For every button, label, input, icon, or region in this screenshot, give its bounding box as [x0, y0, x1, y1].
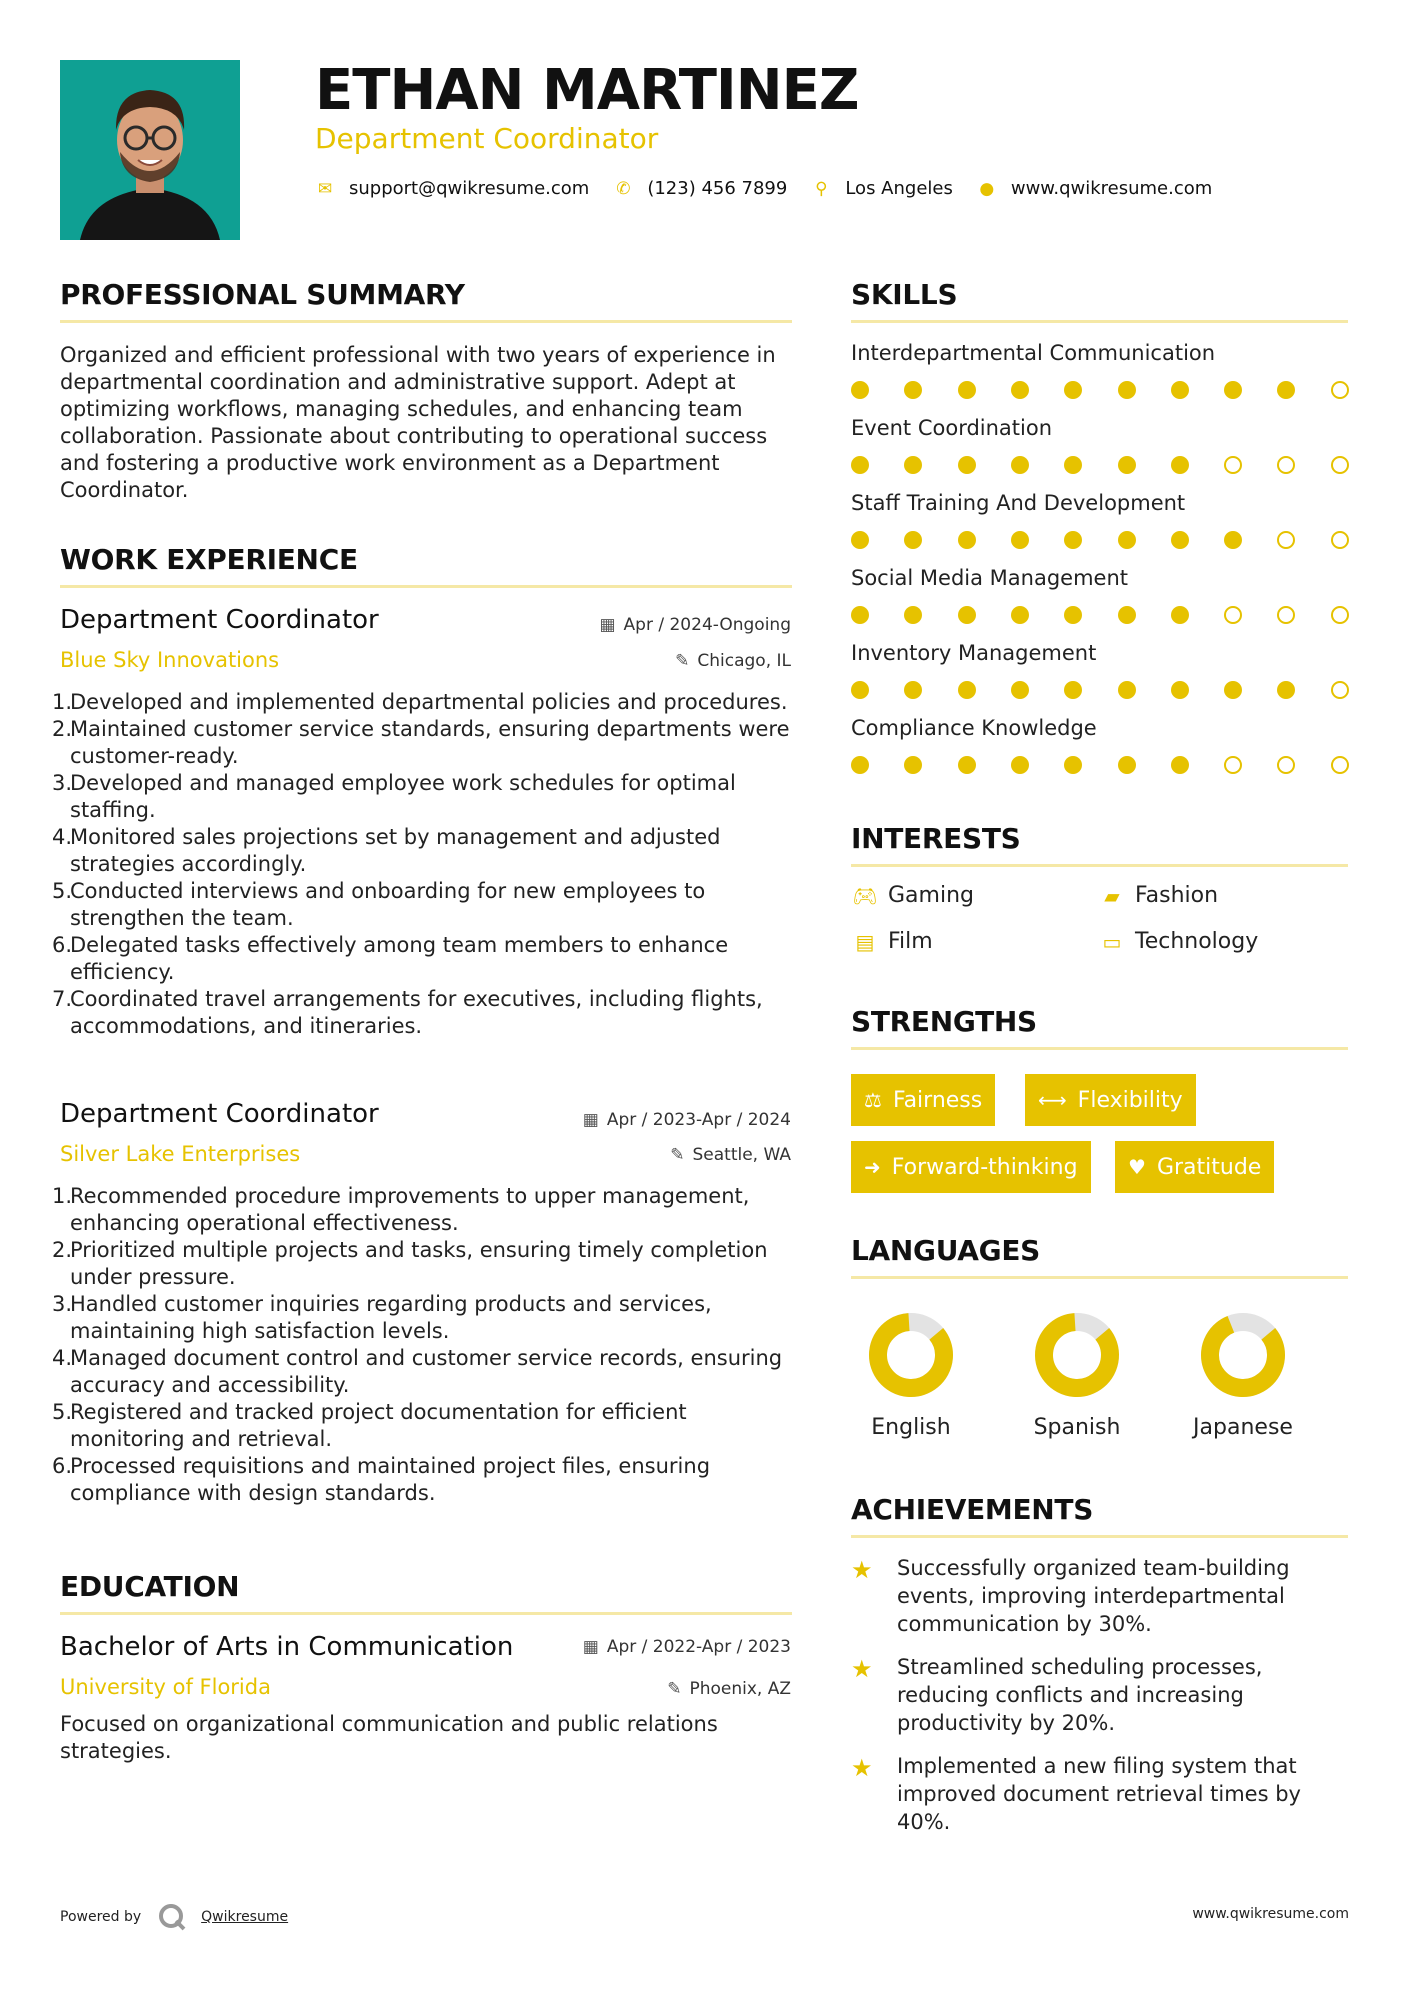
rating-dot-empty — [1224, 456, 1242, 474]
rating-dot-filled — [1011, 681, 1029, 699]
skill-name: Social Media Management — [851, 566, 1129, 590]
interest-item — [851, 883, 974, 908]
footer-powered-by — [60, 1902, 288, 1932]
arrows-horizontal-icon: ⟷ — [1038, 1088, 1067, 1112]
pin-icon: ✎ — [670, 1145, 685, 1165]
rating-dot-filled — [1011, 756, 1029, 774]
rating-dot-empty — [1331, 531, 1349, 549]
skills-heading: SKILLS — [851, 278, 958, 311]
language-proficiency-ring — [860, 1304, 962, 1406]
rating-dot-filled — [1011, 531, 1029, 549]
rating-dot-filled — [1171, 681, 1189, 699]
rating-dot-filled — [904, 606, 922, 624]
interests-heading: INTERESTS — [851, 822, 1021, 855]
duty-text: Developed and managed employee work schedules for optimal staffing. — [70, 771, 736, 822]
rating-dot-filled — [851, 456, 869, 474]
job-date — [599, 615, 791, 635]
interest-item — [851, 929, 933, 954]
interest-label: Fashion — [1135, 883, 1219, 908]
rating-dot-filled — [1064, 456, 1082, 474]
skill-name: Event Coordination — [851, 416, 1053, 440]
rating-dot-filled — [1011, 381, 1029, 399]
rating-dot-empty — [1331, 456, 1349, 474]
skill-rating — [851, 605, 1351, 625]
language-proficiency-ring — [1026, 1304, 1128, 1406]
envelope-icon: ✉ — [317, 178, 333, 199]
star-icon: ★ — [851, 1655, 873, 1683]
job-duties-list — [52, 1183, 792, 1507]
person-avatar-icon — [60, 60, 240, 240]
contact-bar — [315, 178, 1236, 199]
rating-dot-filled — [958, 681, 976, 699]
star-icon: ★ — [851, 1556, 873, 1584]
strengths-divider — [851, 1047, 1348, 1050]
strength-tag — [1115, 1141, 1274, 1193]
candidate-name: ETHAN MARTINEZ — [315, 58, 859, 123]
rating-dot-filled — [904, 531, 922, 549]
calendar-icon: ▦ — [582, 1637, 599, 1657]
duty-item: 6. Delegated tasks effectively among team members to enhance efficiency. — [52, 932, 792, 986]
laptop-icon: ▭ — [1102, 929, 1122, 954]
achievements-heading: ACHIEVEMENTS — [851, 1493, 1094, 1526]
rating-dot-filled — [1118, 681, 1136, 699]
job-location — [670, 1145, 791, 1165]
summary-heading: PROFESSIONAL SUMMARY — [60, 278, 465, 311]
rating-dot-filled — [1118, 531, 1136, 549]
skill-rating — [851, 380, 1351, 400]
skill-name: Compliance Knowledge — [851, 716, 1097, 740]
job-location — [675, 651, 791, 671]
film-icon: ▤ — [855, 929, 875, 954]
achievement-item: Successfully organized team-building events, improving interdepartmental communication by 30%. — [897, 1556, 1290, 1636]
degree-title: Bachelor of Arts in Communication — [60, 1632, 514, 1662]
calendar-icon: ▦ — [582, 1110, 599, 1130]
contact-website-text: www.qwikresume.com — [1010, 178, 1213, 199]
rating-dot-filled — [1171, 456, 1189, 474]
duty-item: 4. Monitored sales projections set by management and adjusted strategies accordingly. — [52, 824, 792, 878]
rating-dot-filled — [904, 456, 922, 474]
rating-dot-filled — [1277, 381, 1295, 399]
contact-location — [811, 178, 953, 199]
rating-dot-filled — [1064, 381, 1082, 399]
rating-dot-filled — [1064, 756, 1082, 774]
duty-item: 3. Handled customer inquiries regarding products and services, maintaining high satisfaction levels. — [52, 1291, 792, 1345]
arrow-right-icon: ➜ — [864, 1155, 881, 1179]
duty-text: Conducted interviews and onboarding for new employees to strengthen the team. — [70, 879, 706, 930]
duty-item: 1. Developed and implemented departmental policies and procedures. — [52, 690, 788, 714]
job-date-text: Apr / 2024-Ongoing — [623, 615, 791, 635]
rating-dot-filled — [958, 531, 976, 549]
rating-dot-empty — [1331, 381, 1349, 399]
duty-text: Registered and tracked project documentation for efficient monitoring and retrieval. — [70, 1400, 687, 1451]
skill-rating — [851, 455, 1351, 475]
rating-dot-filled — [851, 756, 869, 774]
experience-heading: WORK EXPERIENCE — [60, 543, 358, 576]
language-name: English — [871, 1415, 951, 1440]
duty-text: Managed document control and customer service records, ensuring accuracy and accessibility. — [70, 1346, 783, 1397]
profile-photo — [60, 60, 240, 240]
strength-label: Fairness — [892, 1087, 983, 1113]
education-divider — [60, 1612, 792, 1615]
strengths-heading: STRENGTHS — [851, 1005, 1037, 1038]
contact-location-text: Los Angeles — [845, 178, 953, 199]
rating-dot-empty — [1331, 756, 1349, 774]
rating-dot-filled — [904, 381, 922, 399]
heart-icon: ♥ — [1128, 1155, 1146, 1179]
pin-icon: ✎ — [667, 1679, 682, 1699]
rating-dot-empty — [1277, 456, 1295, 474]
contact-phone-text: (123) 456 7899 — [647, 178, 788, 199]
rating-dot-filled — [851, 606, 869, 624]
interests-divider — [851, 864, 1348, 867]
strength-tag — [851, 1074, 995, 1126]
skill-rating — [851, 755, 1351, 775]
brand-link[interactable]: Qwikresume — [201, 1909, 289, 1925]
rating-dot-filled — [958, 381, 976, 399]
rating-dot-filled — [958, 606, 976, 624]
job-location-text: Seattle, WA — [692, 1145, 791, 1165]
summary-text: Organized and efficient professional with two years of experience in departmental coordination and administrative support. Adept at optimizing workflows, managing schedules, and enhancing team collaboration. Passionate about contributing to operational success and fostering a productive work environment as a Department Coordinator. — [60, 343, 776, 502]
duty-text: Processed requisitions and maintained project files, ensuring compliance with design standards. — [70, 1454, 711, 1505]
education-description: Focused on organizational communication and public relations strategies. — [60, 1712, 718, 1763]
balance-scale-icon: ⚖ — [864, 1088, 882, 1112]
duty-text: Developed and implemented departmental policies and procedures. — [70, 690, 788, 714]
strength-label: Flexibility — [1077, 1087, 1183, 1113]
job-date-text: Apr / 2023-Apr / 2024 — [606, 1110, 791, 1130]
interest-label: Film — [888, 929, 933, 954]
job-title: Department Coordinator — [60, 1099, 379, 1129]
powered-by-text: Powered by — [60, 1909, 142, 1925]
duty-item: 6. Processed requisitions and maintained project files, ensuring compliance with design standards. — [52, 1453, 792, 1507]
language-proficiency-ring — [1192, 1304, 1294, 1406]
contact-email[interactable] — [315, 178, 589, 199]
achievements-divider — [851, 1535, 1348, 1538]
education-date — [583, 1637, 791, 1657]
rating-dot-empty — [1331, 606, 1349, 624]
rating-dot-filled — [904, 756, 922, 774]
languages-divider — [851, 1276, 1348, 1279]
gamepad-icon: 🎮︎ — [852, 883, 878, 908]
job-duties-list — [52, 689, 792, 1040]
duty-text: Prioritized multiple projects and tasks, ensuring timely completion under pressure. — [70, 1238, 768, 1289]
shopping-bag-icon: ▰ — [1104, 883, 1120, 908]
duty-text: Monitored sales projections set by management and adjusted strategies accordingly. — [70, 825, 721, 876]
strength-label: Forward-thinking — [891, 1154, 1078, 1180]
contact-email-text: support@qwikresume.com — [349, 178, 590, 199]
star-icon: ★ — [851, 1754, 873, 1782]
achievement-item: Implemented a new filing system that improved document retrieval times by 40%. — [897, 1754, 1301, 1834]
rating-dot-empty — [1277, 606, 1295, 624]
rating-dot-filled — [1224, 681, 1242, 699]
experience-divider — [60, 585, 792, 588]
strength-tag — [1025, 1074, 1196, 1126]
rating-dot-filled — [1064, 606, 1082, 624]
duty-item: 4. Managed document control and customer service records, ensuring accuracy and accessibility. — [52, 1345, 792, 1399]
rating-dot-filled — [851, 381, 869, 399]
rating-dot-empty — [1224, 606, 1242, 624]
interest-item — [1098, 883, 1218, 908]
interest-label: Technology — [1135, 929, 1259, 954]
rating-dot-filled — [904, 681, 922, 699]
job-location-text: Chicago, IL — [697, 651, 791, 671]
skill-name: Interdepartmental Communication — [851, 341, 1216, 365]
pin-icon: ✎ — [675, 651, 690, 671]
rating-dot-filled — [1118, 381, 1136, 399]
duty-text: Coordinated travel arrangements for executives, including flights, accommodations, and itineraries. — [70, 987, 763, 1038]
rating-dot-empty — [1224, 756, 1242, 774]
duty-item: 2. Prioritized multiple projects and tasks, ensuring timely completion under pressure. — [52, 1237, 792, 1291]
job-title: Department Coordinator — [60, 605, 379, 635]
duty-text: Recommended procedure improvements to upper management, enhancing operational effectiveness. — [70, 1184, 750, 1235]
skill-name: Inventory Management — [851, 641, 1097, 665]
interest-label: Gaming — [888, 883, 974, 908]
education-heading: EDUCATION — [60, 1570, 240, 1603]
job-company: Blue Sky Innovations — [60, 648, 280, 672]
duty-item: 7. Coordinated travel arrangements for executives, including flights, accommodations, and itineraries. — [52, 986, 792, 1040]
education-location-text: Phoenix, AZ — [689, 1679, 791, 1699]
language-name: Spanish — [1033, 1415, 1121, 1440]
duty-item: 1. Recommended procedure improvements to upper management, enhancing operational effectiveness. — [52, 1183, 792, 1237]
rating-dot-filled — [1011, 606, 1029, 624]
duty-item: 5. Registered and tracked project documentation for efficient monitoring and retrieval. — [52, 1399, 792, 1453]
rating-dot-empty — [1277, 531, 1295, 549]
skills-divider — [851, 320, 1348, 323]
rating-dot-filled — [1171, 531, 1189, 549]
rating-dot-empty — [1331, 681, 1349, 699]
calendar-icon: ▦ — [599, 615, 616, 635]
education-date-text: Apr / 2022-Apr / 2023 — [606, 1637, 791, 1657]
rating-dot-filled — [851, 681, 869, 699]
contact-phone[interactable] — [613, 178, 787, 199]
map-pin-icon: ⚲ — [815, 178, 828, 199]
phone-icon: ✆ — [616, 178, 631, 199]
rating-dot-filled — [1224, 381, 1242, 399]
duty-item: 3. Developed and managed employee work schedules for optimal staffing. — [52, 770, 792, 824]
duty-text: Delegated tasks effectively among team members to enhance efficiency. — [70, 933, 729, 984]
rating-dot-filled — [1064, 531, 1082, 549]
job-date — [583, 1110, 791, 1130]
rating-dot-filled — [1118, 606, 1136, 624]
education-location — [667, 1679, 791, 1699]
footer-site-link[interactable]: www.qwikresume.com — [1192, 1906, 1349, 1922]
globe-icon: ● — [979, 178, 995, 199]
duty-text: Handled customer inquiries regarding products and services, maintaining high satisfaction levels. — [70, 1292, 712, 1343]
languages-heading: LANGUAGES — [851, 1234, 1041, 1267]
rating-dot-filled — [1118, 456, 1136, 474]
qwikresume-logo-icon — [157, 1902, 187, 1932]
rating-dot-filled — [1118, 756, 1136, 774]
rating-dot-filled — [1224, 531, 1242, 549]
interest-item — [1098, 929, 1258, 954]
job-company: Silver Lake Enterprises — [60, 1142, 301, 1166]
achievement-item: Streamlined scheduling processes, reducing conflicts and increasing productivity by 20%. — [897, 1655, 1263, 1735]
skill-rating — [851, 680, 1351, 700]
candidate-title: Department Coordinator — [315, 122, 659, 155]
duty-text: Maintained customer service standards, ensuring departments were customer-ready. — [70, 717, 790, 768]
rating-dot-filled — [1064, 681, 1082, 699]
rating-dot-filled — [1171, 756, 1189, 774]
school-name: University of Florida — [60, 1675, 271, 1699]
skill-rating — [851, 530, 1351, 550]
strength-label: Gratitude — [1156, 1154, 1262, 1180]
summary-divider — [60, 320, 792, 323]
rating-dot-filled — [1171, 606, 1189, 624]
strength-tag — [851, 1141, 1091, 1193]
rating-dot-empty — [1277, 756, 1295, 774]
contact-website[interactable] — [977, 178, 1212, 199]
rating-dot-filled — [1011, 456, 1029, 474]
rating-dot-filled — [958, 756, 976, 774]
rating-dot-filled — [1277, 681, 1295, 699]
skill-name: Staff Training And Development — [851, 491, 1186, 515]
language-name: Japanese — [1193, 1415, 1293, 1440]
rating-dot-filled — [1171, 381, 1189, 399]
duty-item: 5. Conducted interviews and onboarding for new employees to strengthen the team. — [52, 878, 792, 932]
duty-item: 2. Maintained customer service standards, ensuring departments were customer-ready. — [52, 716, 792, 770]
rating-dot-filled — [851, 531, 869, 549]
rating-dot-filled — [958, 456, 976, 474]
